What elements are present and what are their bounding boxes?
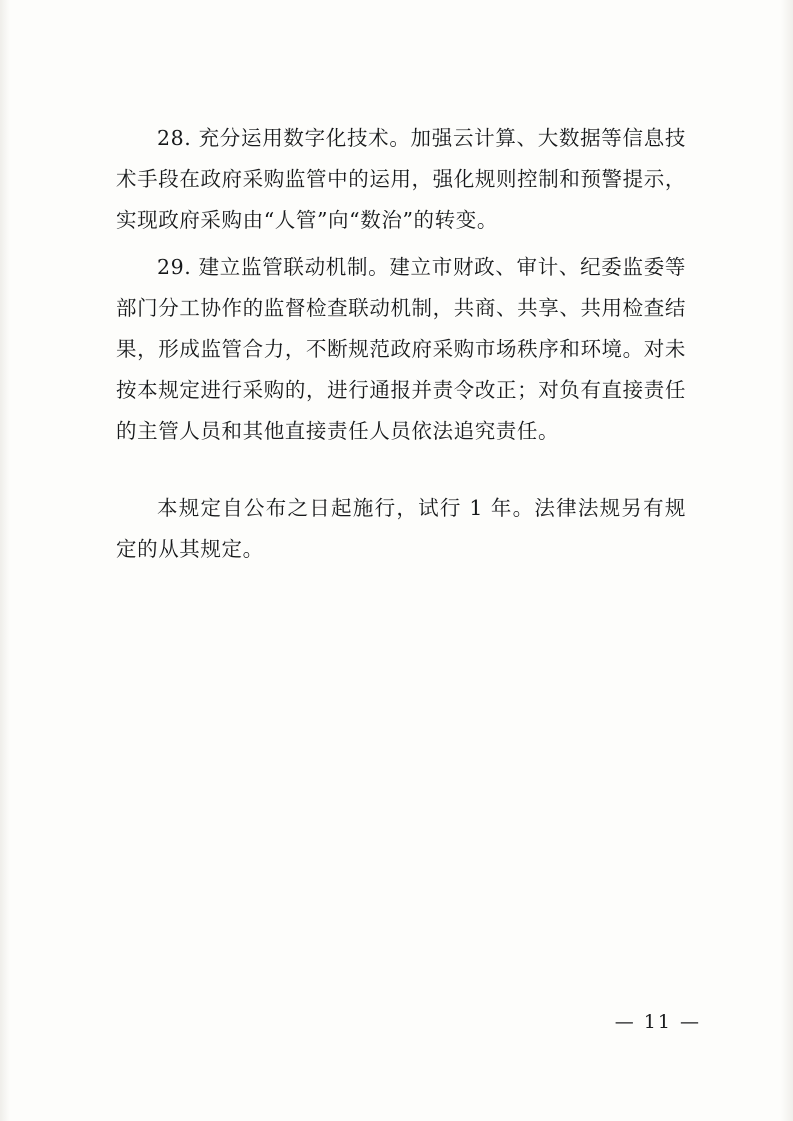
document-body [116, 118, 686, 576]
paragraph-item-28: 28. 充分运用数字化技术。加强云计算、大数据等信息技术手段在政府采购监管中的运用，强化规则控制和预警提示，实现政府采购由“人管”向“数治”的转变。 [116, 126, 686, 232]
scan-edge-right [781, 0, 793, 1121]
paragraph-closing: 本规定自公布之日起施行，试行 1 年。法律法规另有规定的从其规定。 [116, 496, 686, 561]
page-number: — 11 — [614, 1011, 701, 1033]
paragraph-item-29: 29. 建立监管联动机制。建立市财政、审计、纪委监委等部门分工协作的监督检查联动机制，共商、共享、共用检查结果，形成监管合力，不断规范政府采购市场秩序和环境。对未按本规定进行采购的，进行通报并责令改正；对负有直接责任的主管人员和其他直接责任人员依法追究责任。 [116, 255, 686, 443]
scan-edge-left [0, 0, 10, 1121]
